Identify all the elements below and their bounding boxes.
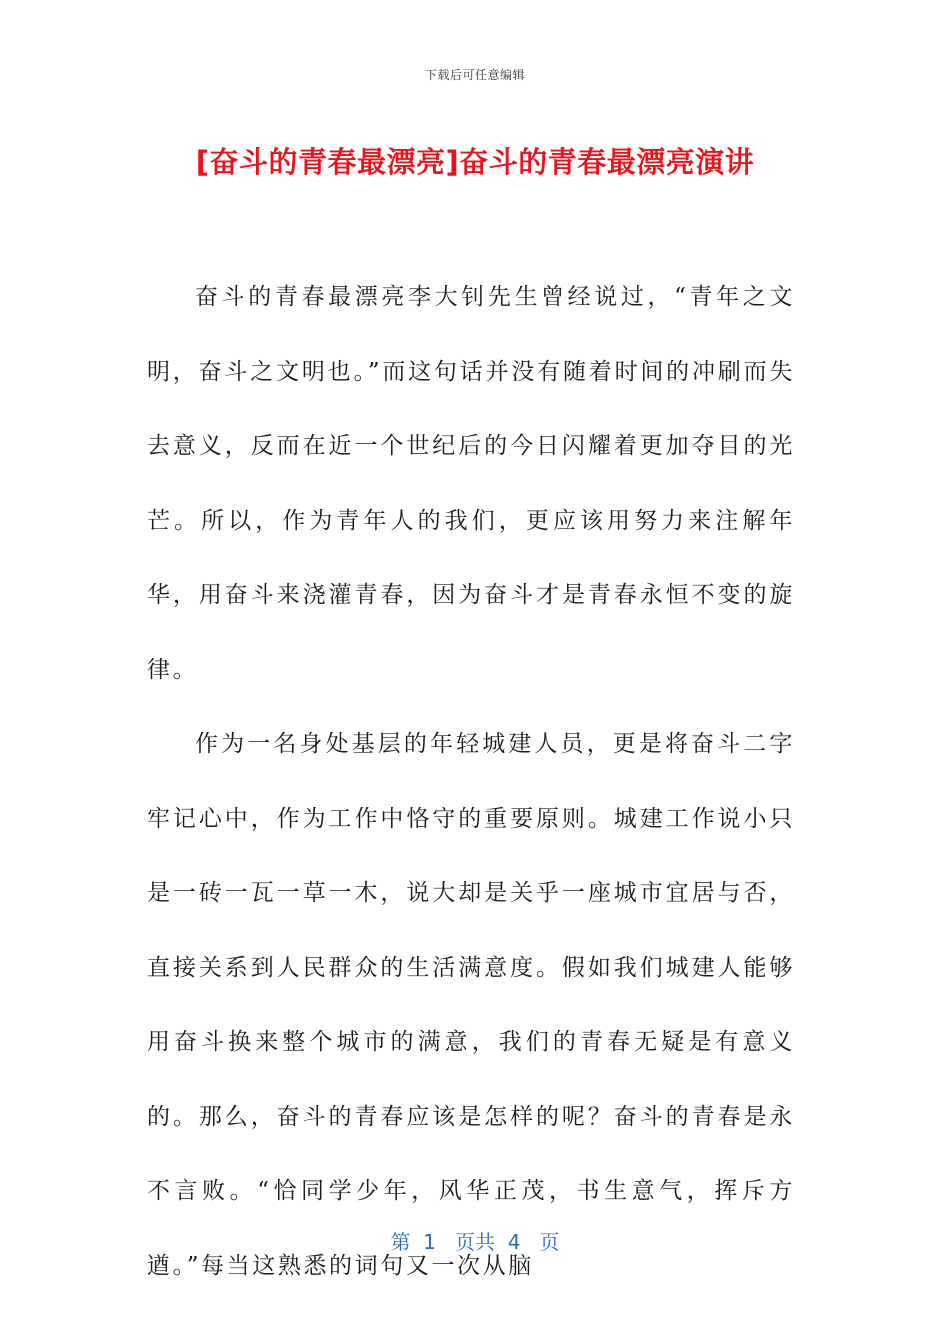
header-note: 下载后可任意编辑 — [424, 68, 525, 82]
page-number-footer: 第 1 页共 4 页 — [390, 1230, 560, 1254]
document-title: [奋斗的青春最漂亮]奋斗的青春最漂亮演讲 — [195, 145, 755, 179]
document-body — [147, 260, 795, 1303]
paragraph: 奋斗的青春最漂亮李大钊先生曾经说过，“青年之文明，奋斗之文明也。”而这句话并没有随着时间的冲刷而失去意义，反而在近一个世纪后的今日闪耀着更加夺目的光芒。所以，作为青年人的我们，更应该用努力来注解年华，用奋斗来浇灌青春，因为奋斗才是青春永恒不变的旋律。 — [147, 284, 795, 683]
paragraph: 作为一名身处基层的年轻城建人员，更是将奋斗二字牢记心中，作为工作中恪守的重要原则。城建工作说小只是一砖一瓦一草一木，说大却是关乎一座城市宜居与否，直接关系到人民群众的生活满意度。假如我们城建人能够用奋斗换来整个城市的满意，我们的青春无疑是有意义的。那么，奋斗的青春应该是怎样的呢？奋斗的青春是永不言败。“恰同学少年，风华正茂，书生意气，挥斥方遒。”每当这熟悉的词句又一次从脑 — [147, 731, 795, 1279]
